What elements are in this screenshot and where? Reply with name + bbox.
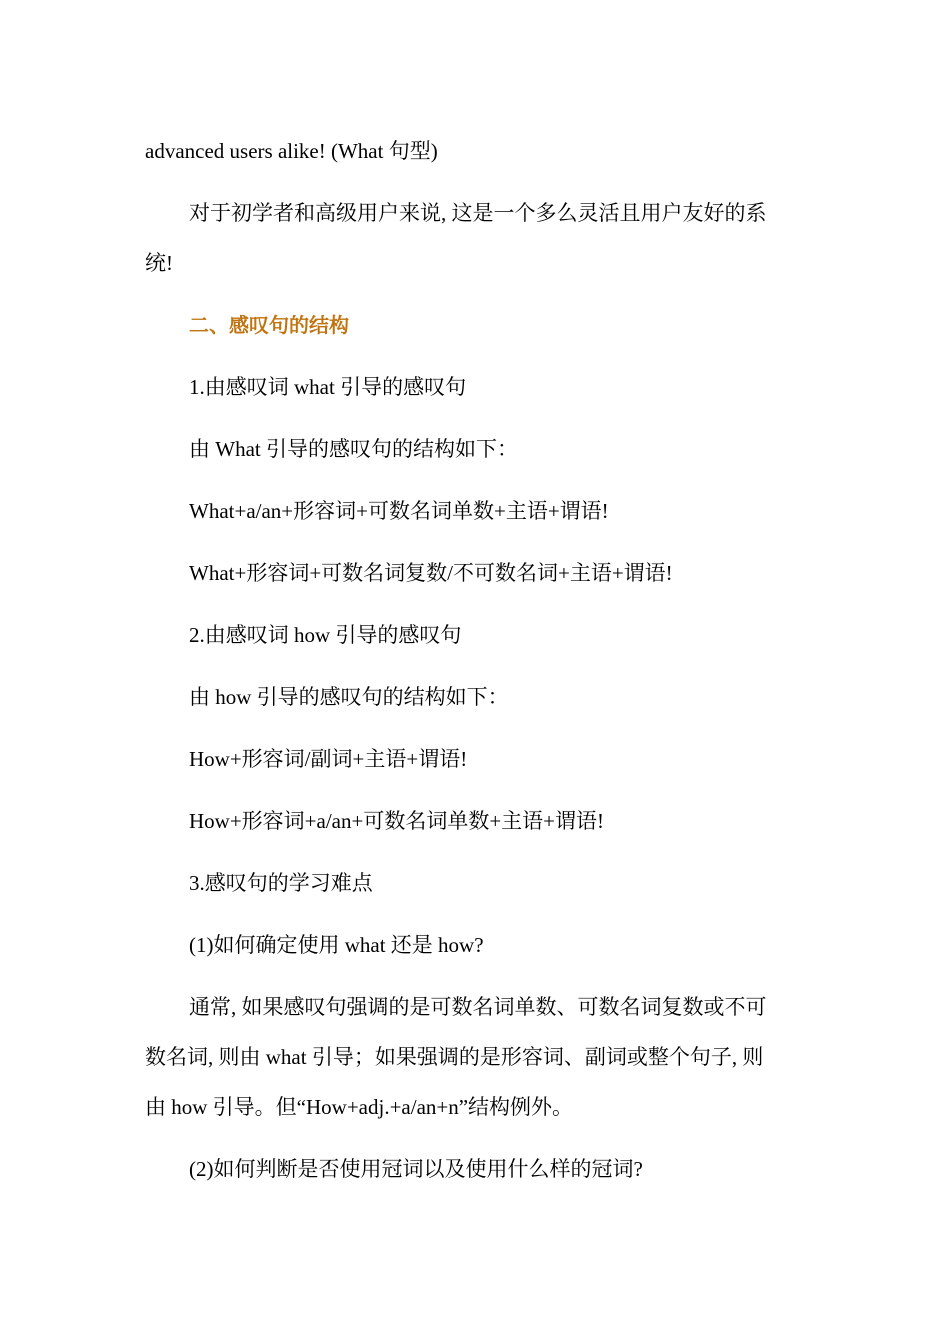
subsection-title: 2.由感叹词 how 引导的感叹句 [189,623,462,647]
pattern-line: What+形容词+可数名词复数/不可数名词+主语+谓语! [189,561,673,585]
paragraph-line: advanced users alike! (What 句型) [145,139,438,163]
subsection-title: 1.由感叹词 what 引导的感叹句 [189,375,467,399]
subsection-title: 3.感叹句的学习难点 [189,871,373,895]
pattern-line: How+形容词+a/an+可数名词单数+主语+谓语! [189,809,605,833]
pattern-line: What+a/an+形容词+可数名词单数+主语+谓语! [189,499,609,523]
pattern-line: How+形容词/副词+主语+谓语! [189,747,468,771]
question-line: (2)如何判断是否使用冠词以及使用什么样的冠词? [189,1157,643,1181]
section-heading: 二、感叹句的结构 [189,313,349,337]
paragraph-line: 由 how 引导。但“How+adj.+a/an+n”结构例外。 [145,1095,574,1119]
paragraph-line: 由 What 引导的感叹句的结构如下： [189,437,518,461]
paragraph-line: 统! [145,251,173,275]
paragraph-line: 通常, 如果感叹句强调的是可数名词单数、可数名词复数或不可 [189,995,767,1019]
paragraph-line: 由 how 引导的感叹句的结构如下： [189,685,509,709]
question-line: (1)如何确定使用 what 还是 how? [189,933,484,957]
paragraph-line: 对于初学者和高级用户来说, 这是一个多么灵活且用户友好的系 [189,201,767,225]
paragraph-line: 数名词, 则由 what 引导；如果强调的是形容词、副词或整个句子, 则 [145,1045,764,1069]
